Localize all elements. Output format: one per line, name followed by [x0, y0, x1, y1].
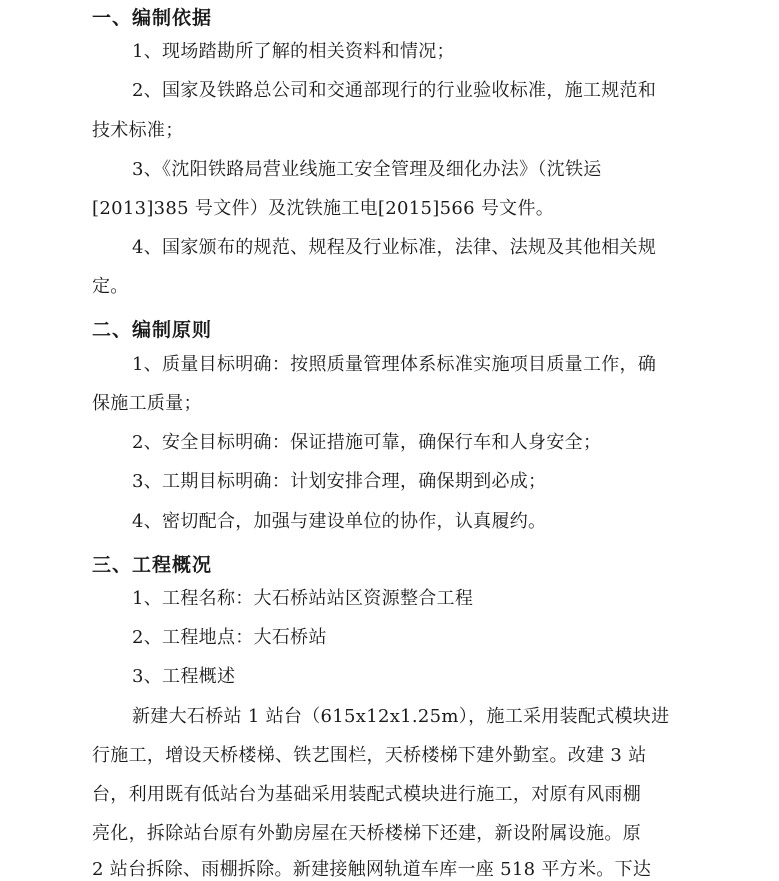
- paragraph-line: 3、《沈阳铁路局营业线施工安全管理及细化办法》（沈铁运: [132, 159, 602, 180]
- paragraph-line: 2、工程地点：大石桥站: [132, 627, 327, 648]
- paragraph-line: 2、安全目标明确：保证措施可靠，确保行车和人身安全；: [132, 432, 602, 453]
- paragraph-line: 2、国家及铁路总公司和交通部现行的行业验收标准，施工规范和: [132, 80, 657, 101]
- paragraph-line: 1、工程名称：大石桥站站区资源整合工程: [132, 588, 474, 609]
- paragraph-line: 新建大石桥站 1 站台（615x12x1.25m），施工采用装配式模块进: [132, 706, 670, 727]
- paragraph-line: 4、密切配合，加强与建设单位的协作，认真履约。: [132, 511, 547, 532]
- paragraph-line: 3、工程概述: [132, 666, 236, 687]
- paragraph-line: 4、国家颁布的规范、规程及行业标准，法律、法规及其他相关规: [132, 237, 657, 258]
- paragraph-line: 定。: [92, 276, 129, 297]
- paragraph-line: 1、现场踏勘所了解的相关资料和情况；: [132, 41, 455, 62]
- section-heading-overview: 三、工程概况: [92, 554, 213, 576]
- section-heading-principles: 二、编制原则: [92, 319, 213, 341]
- paragraph-line: 技术标准；: [92, 120, 184, 141]
- paragraph-line: 2 站台拆除、雨棚拆除。新建接触网轨道车库一座 518 平方米。下达: [92, 859, 652, 880]
- paragraph-line: [2013]385 号文件）及沈铁施工电[2015]566 号文件。: [92, 198, 555, 219]
- paragraph-line: 台，利用既有低站台为基础采用装配式模块进行施工，对原有风雨棚: [92, 784, 641, 805]
- paragraph-line: 保施工质量；: [92, 393, 202, 414]
- section-heading-basis: 一、编制依据: [92, 7, 213, 29]
- paragraph-line: 亮化，拆除站台原有外勤房屋在天桥楼梯下还建，新设附属设施。原: [92, 823, 641, 844]
- paragraph-line: 3、工期目标明确：计划安排合理，确保期到必成；: [132, 471, 547, 492]
- paragraph-line: 1、质量目标明确：按照质量管理体系标准实施项目质量工作，确: [132, 354, 657, 375]
- paragraph-line: 行施工，增设天桥楼梯、铁艺围栏，天桥楼梯下建外勤室。改建 3 站: [92, 745, 647, 766]
